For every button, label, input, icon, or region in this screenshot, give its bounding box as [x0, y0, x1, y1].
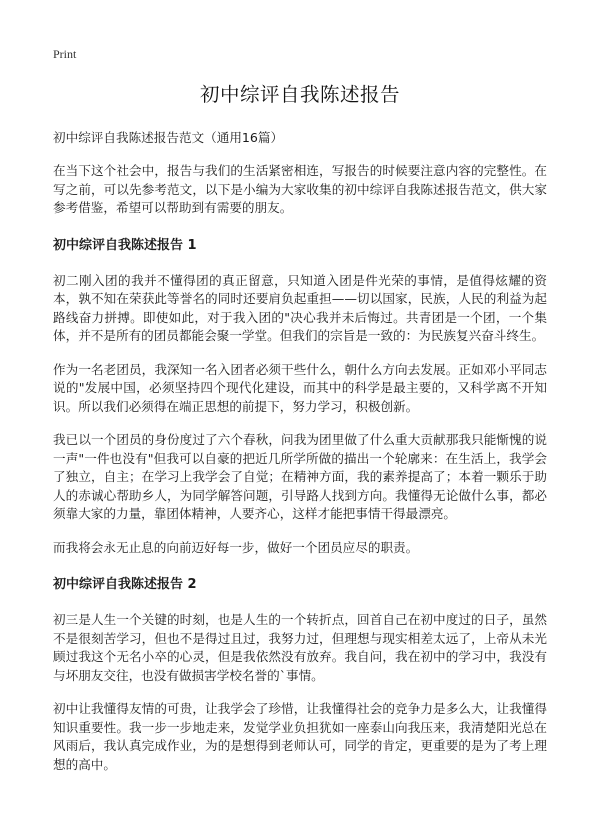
section-1-paragraph-2: 作为一名老团员，我深知一名入团者必须干些什么，朝什么方向去发展。正如邓小平同志说的"发展中国，必须坚持四个现代化建设，而其中的科学是最主要的，又科学离不开知识。所以我们必须得在端正思想的前提下，努力学习，积极创新。	[53, 361, 547, 414]
page-title: 初中综评自我陈述报告	[199, 83, 400, 106]
intro-paragraph: 在当下这个社会中，报告与我们的生活紧密相连，写报告的时候要注意内容的完整性。在写之前，可以先参考范文，以下是小编为大家收集的初中综评自我陈述报告范文，供大家参考借鉴，希望可以帮助到有需要的朋友。	[53, 163, 547, 215]
section-1-paragraph-1: 初二刚入团的我并不懂得团的真正留意，只知道入团是件光荣的事情，是值得炫耀的资本，孰不知在荣获此等誉名的同时还要肩负起重担——切以国家，民族，人民的利益为起路线奋力拼搏。即使如此，对于我入团的"决心我并未后悔过。共青团是一个团，一个集体，并不是所有的团员都能会聚一学堂。但我们的宗旨是一致的：为民族复兴奋斗终生。	[53, 272, 547, 343]
section-heading-1: 初中综评自我陈述报告 1	[53, 237, 197, 253]
section-2-paragraph-1: 初三是人生一个关键的时刻，也是人生的一个转折点，回首自己在初中度过的日子，虽然不是很刻苦学习，但也不是得过且过，我努力过，但理想与现实相差太远了，上帝从未光顾过我这个无名小卒的心灵，但是我依然没有放弃。我自问，我在初中的学习中，我没有与坏朋友交往，也没有做损害学校名誉的`事情。	[53, 612, 547, 683]
section-1-paragraph-4: 而我将会永无止息的向前迈好每一步，做好一个团员应尽的职责。	[53, 539, 419, 555]
document-subtitle: 初中综评自我陈述报告范文（通用16篇）	[53, 130, 284, 145]
section-1-paragraph-3: 我已以一个团员的身份度过了六个春秋，问我为团里做了什么重大贡献那我只能惭愧的说一声"一件也没有"但我可以自豪的把近几所学所做的描出一个轮廓来：在生活上，我学会了独立，自主；在学习上我学会了自觉；在精神方面，我的素养提高了；本着一颗乐于助人的赤诚心帮助乡人，为同学解答问题，引导路人找到方向。我懂得无论做什么事，都必须靠大家的力量，靠团体精神，人要齐心，这样才能把事情干得最漂亮。	[53, 432, 547, 521]
print-link[interactable]: Print	[53, 47, 77, 61]
section-heading-2: 初中综评自我陈述报告 2	[53, 577, 197, 592]
section-2-paragraph-2: 初中让我懂得友情的可贵，让我学会了珍惜，让我懂得社会的竞争力是多么大，让我懂得知识重要性。我一步一步地走来，发觉学业负担犹如一座泰山向我压来，我清楚阳光总在风雨后，我认真完成作业，为的是想得到老师认可，同学的肯定，更重要的是为了考上理想的高中。	[53, 701, 547, 772]
